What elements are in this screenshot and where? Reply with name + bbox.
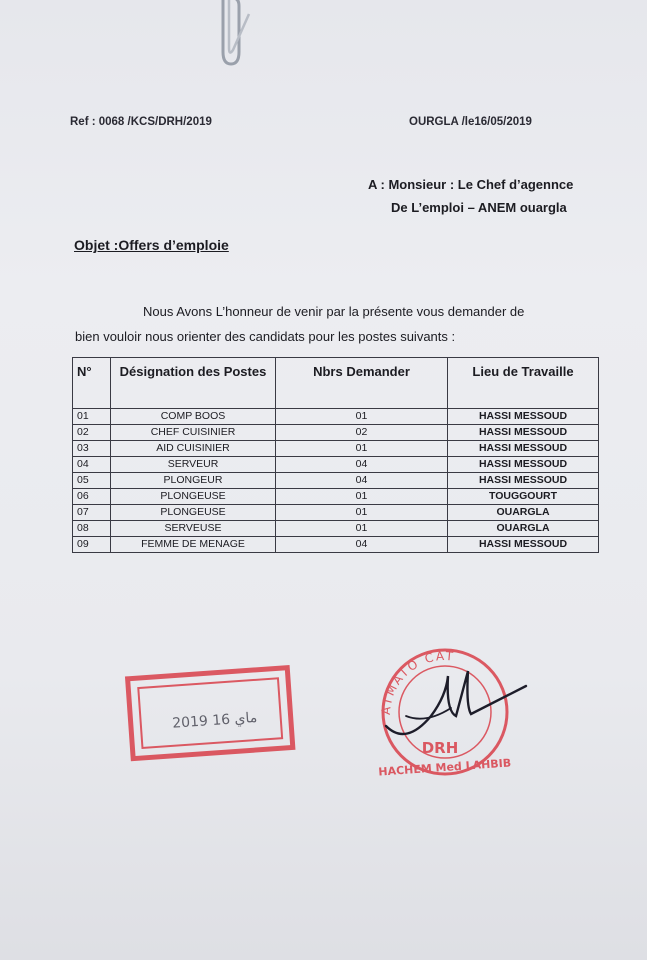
table-row [73, 537, 599, 553]
body-line-2: bien vouloir nous orienter des candidats pour les postes suivants : [75, 329, 456, 344]
row-location: HASSI MESSOUD [448, 441, 599, 457]
row-designation: SERVEUSE [111, 521, 276, 537]
row-count: 01 [276, 441, 448, 457]
job-offers-table [72, 357, 599, 553]
row-location: HASSI MESSOUD [448, 425, 599, 441]
table-header-row [73, 358, 599, 409]
body-line-1: Nous Avons L’honneur de venir par la présente vous demander de [143, 304, 525, 319]
row-number: 09 [73, 537, 111, 553]
row-count: 01 [276, 521, 448, 537]
row-designation: CHEF CUISINIER [111, 425, 276, 441]
seal-name: HACHEM Med LAHBIB [377, 756, 512, 779]
row-location: OUARGLA [448, 505, 599, 521]
seal-title: DRH [421, 739, 459, 757]
row-designation: AID CUISINIER [111, 441, 276, 457]
row-location: HASSI MESSOUD [448, 473, 599, 489]
table-row [73, 441, 599, 457]
table-row [73, 505, 599, 521]
header-number: N° [73, 358, 111, 409]
date-stamp [122, 655, 302, 765]
table-row [73, 521, 599, 537]
row-number: 08 [73, 521, 111, 537]
recipient-line-1: A : Monsieur : Le Chef d’agennce [368, 177, 574, 192]
row-designation: PLONGEUSE [111, 505, 276, 521]
row-number: 01 [73, 409, 111, 425]
row-designation: SERVEUR [111, 457, 276, 473]
row-count: 04 [276, 473, 448, 489]
header-designation: Désignation des Postes [111, 358, 276, 409]
row-count: 01 [276, 409, 448, 425]
paper-clip-icon [205, 0, 255, 70]
row-count: 02 [276, 425, 448, 441]
row-count: 01 [276, 489, 448, 505]
table-row [73, 457, 599, 473]
table-row [73, 425, 599, 441]
row-number: 07 [73, 505, 111, 521]
row-number: 03 [73, 441, 111, 457]
row-count: 04 [276, 457, 448, 473]
row-location: OUARGLA [448, 521, 599, 537]
date-stamp-text: 2019 ماي 16 [171, 709, 258, 732]
recipient-line-2: De L’emploi – ANEM ouargla [391, 200, 567, 215]
row-designation: FEMME DE MENAGE [111, 537, 276, 553]
signature-icon [376, 656, 536, 756]
table-row [73, 473, 599, 489]
row-designation: COMP BOOS [111, 409, 276, 425]
table-row [73, 489, 599, 505]
place-date: OURGLA /le16/05/2019 [409, 116, 532, 128]
row-designation: PLONGEUR [111, 473, 276, 489]
subject-line: Objet :Offers d’emploie [74, 237, 229, 253]
header-location: Lieu de Travaille [448, 358, 599, 409]
row-count: 01 [276, 505, 448, 521]
table-row [73, 409, 599, 425]
row-number: 02 [73, 425, 111, 441]
row-location: HASSI MESSOUD [448, 537, 599, 553]
row-designation: PLONGEUSE [111, 489, 276, 505]
row-location: HASSI MESSOUD [448, 409, 599, 425]
seal-ring-text: ATMATO CAT [378, 648, 456, 716]
reference-number: Ref : 0068 /KCS/DRH/2019 [70, 116, 212, 128]
row-number: 06 [73, 489, 111, 505]
row-number: 05 [73, 473, 111, 489]
header-count: Nbrs Demander [276, 358, 448, 409]
row-count: 04 [276, 537, 448, 553]
row-location: TOUGGOURT [448, 489, 599, 505]
row-location: HASSI MESSOUD [448, 457, 599, 473]
row-number: 04 [73, 457, 111, 473]
